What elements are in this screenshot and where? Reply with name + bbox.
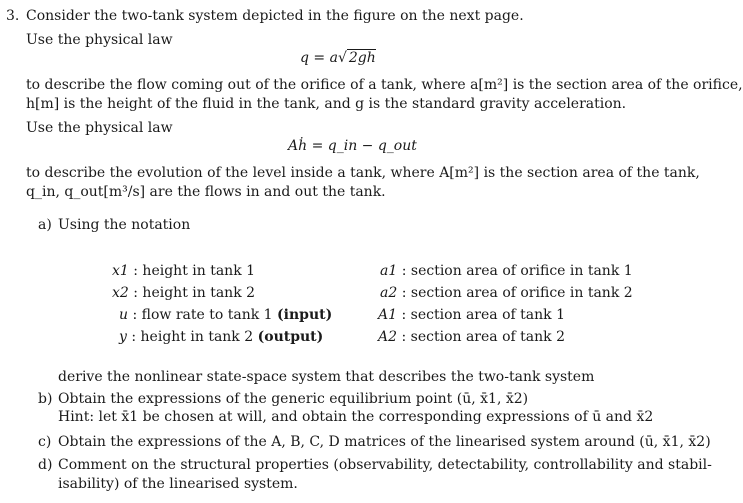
part-a-intro: Using the notation	[58, 217, 191, 233]
law1-equation: q = a√ 2gh	[300, 50, 376, 66]
law2-description-line2: q_in, q_out[m³/s] are the flows in and out the tank.	[26, 184, 386, 200]
law1-description-line2: h[m] is the height of the fluid in the tank, and g is the standard gravity acceleration.	[26, 96, 627, 112]
def-u: u : flow rate to tank 1 (input)	[119, 307, 333, 323]
part-d-text-line1: Comment on the structural properties (observability, detectability, controllability and stabil-	[58, 457, 712, 473]
def-a1: a1 : section area of orifice in tank 1	[380, 263, 633, 279]
def-A1: A1 : section area of tank 1	[378, 307, 565, 323]
part-b-hint: Hint: let x̄1 be chosen at will, and obtain the corresponding expressions of ū and x̄2	[58, 409, 654, 425]
part-a-conclusion: derive the nonlinear state-space system that describes the two-tank system	[58, 369, 595, 385]
part-b-text: Obtain the expressions of the generic equilibrium point (ū, x̄1, x̄2)	[58, 391, 529, 407]
def-x2: x2 : height in tank 2	[112, 285, 256, 301]
law1-label: Use the physical law	[26, 32, 173, 48]
def-A2: A2 : section area of tank 2	[378, 329, 565, 345]
part-a-label: a)	[38, 217, 52, 233]
def-x1: x1 : height in tank 1	[112, 263, 256, 279]
part-c-label: c)	[38, 434, 52, 450]
law2-equation: Aḣ = q_in − q_out	[288, 138, 417, 154]
law2-description-line1: to describe the evolution of the level inside a tank, where A[m²] is the section area of the tank,	[26, 165, 700, 181]
def-y: y : height in tank 2 (output)	[119, 329, 324, 345]
law1-description-line1: to describe the flow coming out of the orifice of a tank, where a[m²] is the section area of the orifice,	[26, 77, 743, 93]
part-c-text: Obtain the expressions of the A, B, C, D matrices of the linearised system around (ū, x̄1, x̄2)	[58, 434, 711, 450]
part-d-text-line2: isability) of the linearised system.	[58, 476, 298, 492]
problem-intro: Consider the two-tank system depicted in the figure on the next page.	[26, 8, 524, 24]
problem-number: 3.	[6, 8, 20, 24]
part-d-label: d)	[38, 457, 53, 473]
law2-label: Use the physical law	[26, 120, 173, 136]
def-a2: a2 : section area of orifice in tank 2	[380, 285, 633, 301]
part-b-label: b)	[38, 391, 53, 407]
